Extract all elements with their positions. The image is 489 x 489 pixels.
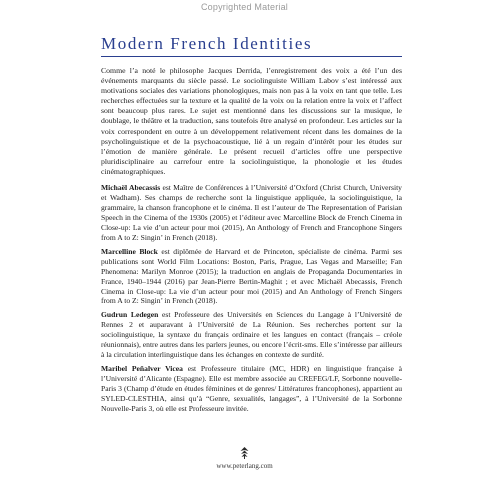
bio-name: Maribel Peñalver Vicea [101, 364, 183, 374]
bio-text: est Professeure des Universités en Sciences du Langage à l’Université de Rennes 2 et auparavant à l’Université de La Réunion. Ses recherches portent sur la sociolinguistique, la syntaxe du français ordinaire et les langues en contact (français – créole réunionnais), entre autres dans les parlers jeunes, ou encore l’écrit-sms. Elle s’intéresse par ailleurs à la circulation interlinguistique dans les échanges en contexte de surdité. [101, 310, 402, 360]
publisher-website: www.peterlang.com [216, 462, 273, 470]
bio-text: est diplômée de Harvard et de Princeton, spécialiste de cinéma. Parmi ses publications sont World Film Locations: Boston, Paris, Prague, Las Vegas and Marseille; Fan Phenomena: Marilyn Monroe (2015); la traduction en anglais de Propaganda Documentaries in France, 1940–1944 (2016) par Jean-Pierre Bertin-Maghit ; et avec Michaël Abecassis, French Cinema in Close-up: La vie d’un acteur pour moi (2015) and An Anthology of French Singers from A to Z: Singin’ in French (2018). [101, 246, 402, 306]
contributor-bios [101, 183, 402, 418]
bio-penalver [101, 364, 402, 414]
title-rule [101, 56, 402, 57]
bio-ledegen [101, 310, 402, 360]
bio-name: Michaël Abecassis [101, 183, 161, 192]
intro-paragraph: Comme l’a noté le philosophe Jacques Derrida, l’enregistrement des voix a été l’un des événements marquants du siècle passé. Le sociolinguiste William Labov s’est intéressé aux motivations sociales des variations phonologiques, mais non pas à la voix en tant que telle. Les recherches effectuées sur la texture et la qualité de la voix ou la relation entre la voix et l’affect sont beaucoup plus rares. Le sujet est mentionné dans les discussions sur la musique, le doublage, le théâtre et la traduction, sans toutefois être analysé en profondeur. Les articles sur la voix correspondent en outre à un développement relativement récent dans les domaines de la psycholinguistique et de la psychoacoustique, lié à un regain d’intérêt pour les études sur l’émotion de manière générale. Le présent recueil d’articles offre une perspective pluridisciplinaire au carrefour entre la sociolinguistique, la phonologie et les études cinématographiques. [101, 66, 402, 176]
bio-block [101, 247, 402, 307]
bio-name: Gudrun Ledegen [101, 310, 159, 320]
bio-text: est Professeure titulaire (MC, HDR) en linguistique française à l’Université d’Alicante (Espagne). Elle est membre associée au CREFEG/LF, Sorbonne nouvelle-Paris 3 (Champ d’étude en études féminines et de genres/ Littératures francophones), appartient au SYLED-CLESTHIA, ainsi qu’à “Genre, sexualités, langages”, à l’Université de la Sorbonne Nouvelle-Paris 3, où elle est Professeure invitée. [101, 364, 402, 414]
bio-abecassis [101, 183, 402, 243]
watermark: Copyrighted Material [200, 2, 289, 12]
bio-name: Marcelline Block [101, 246, 158, 256]
series-title: Modern French Identities [101, 34, 313, 53]
peter-lang-logo-icon [239, 446, 250, 460]
bio-text: est Maître de Conférences à l’Université d’Oxford (Christ Church, University et Wadham). Ses champs de recherche sont la linguistique appliquée, la sociolinguistique, la grammaire, la chanson francophone et le cinéma. Il est l’auteur de The Representation of Parisian Speech in the Cinema of the 1930s (2005) et l’éditeur avec Marcelline Block de French Cinema in Close-up: La vie d’un acteur pour moi (2015), An Anthology of French and Francophone Singers from A to Z: Singin’ in French (2018). [101, 183, 402, 242]
